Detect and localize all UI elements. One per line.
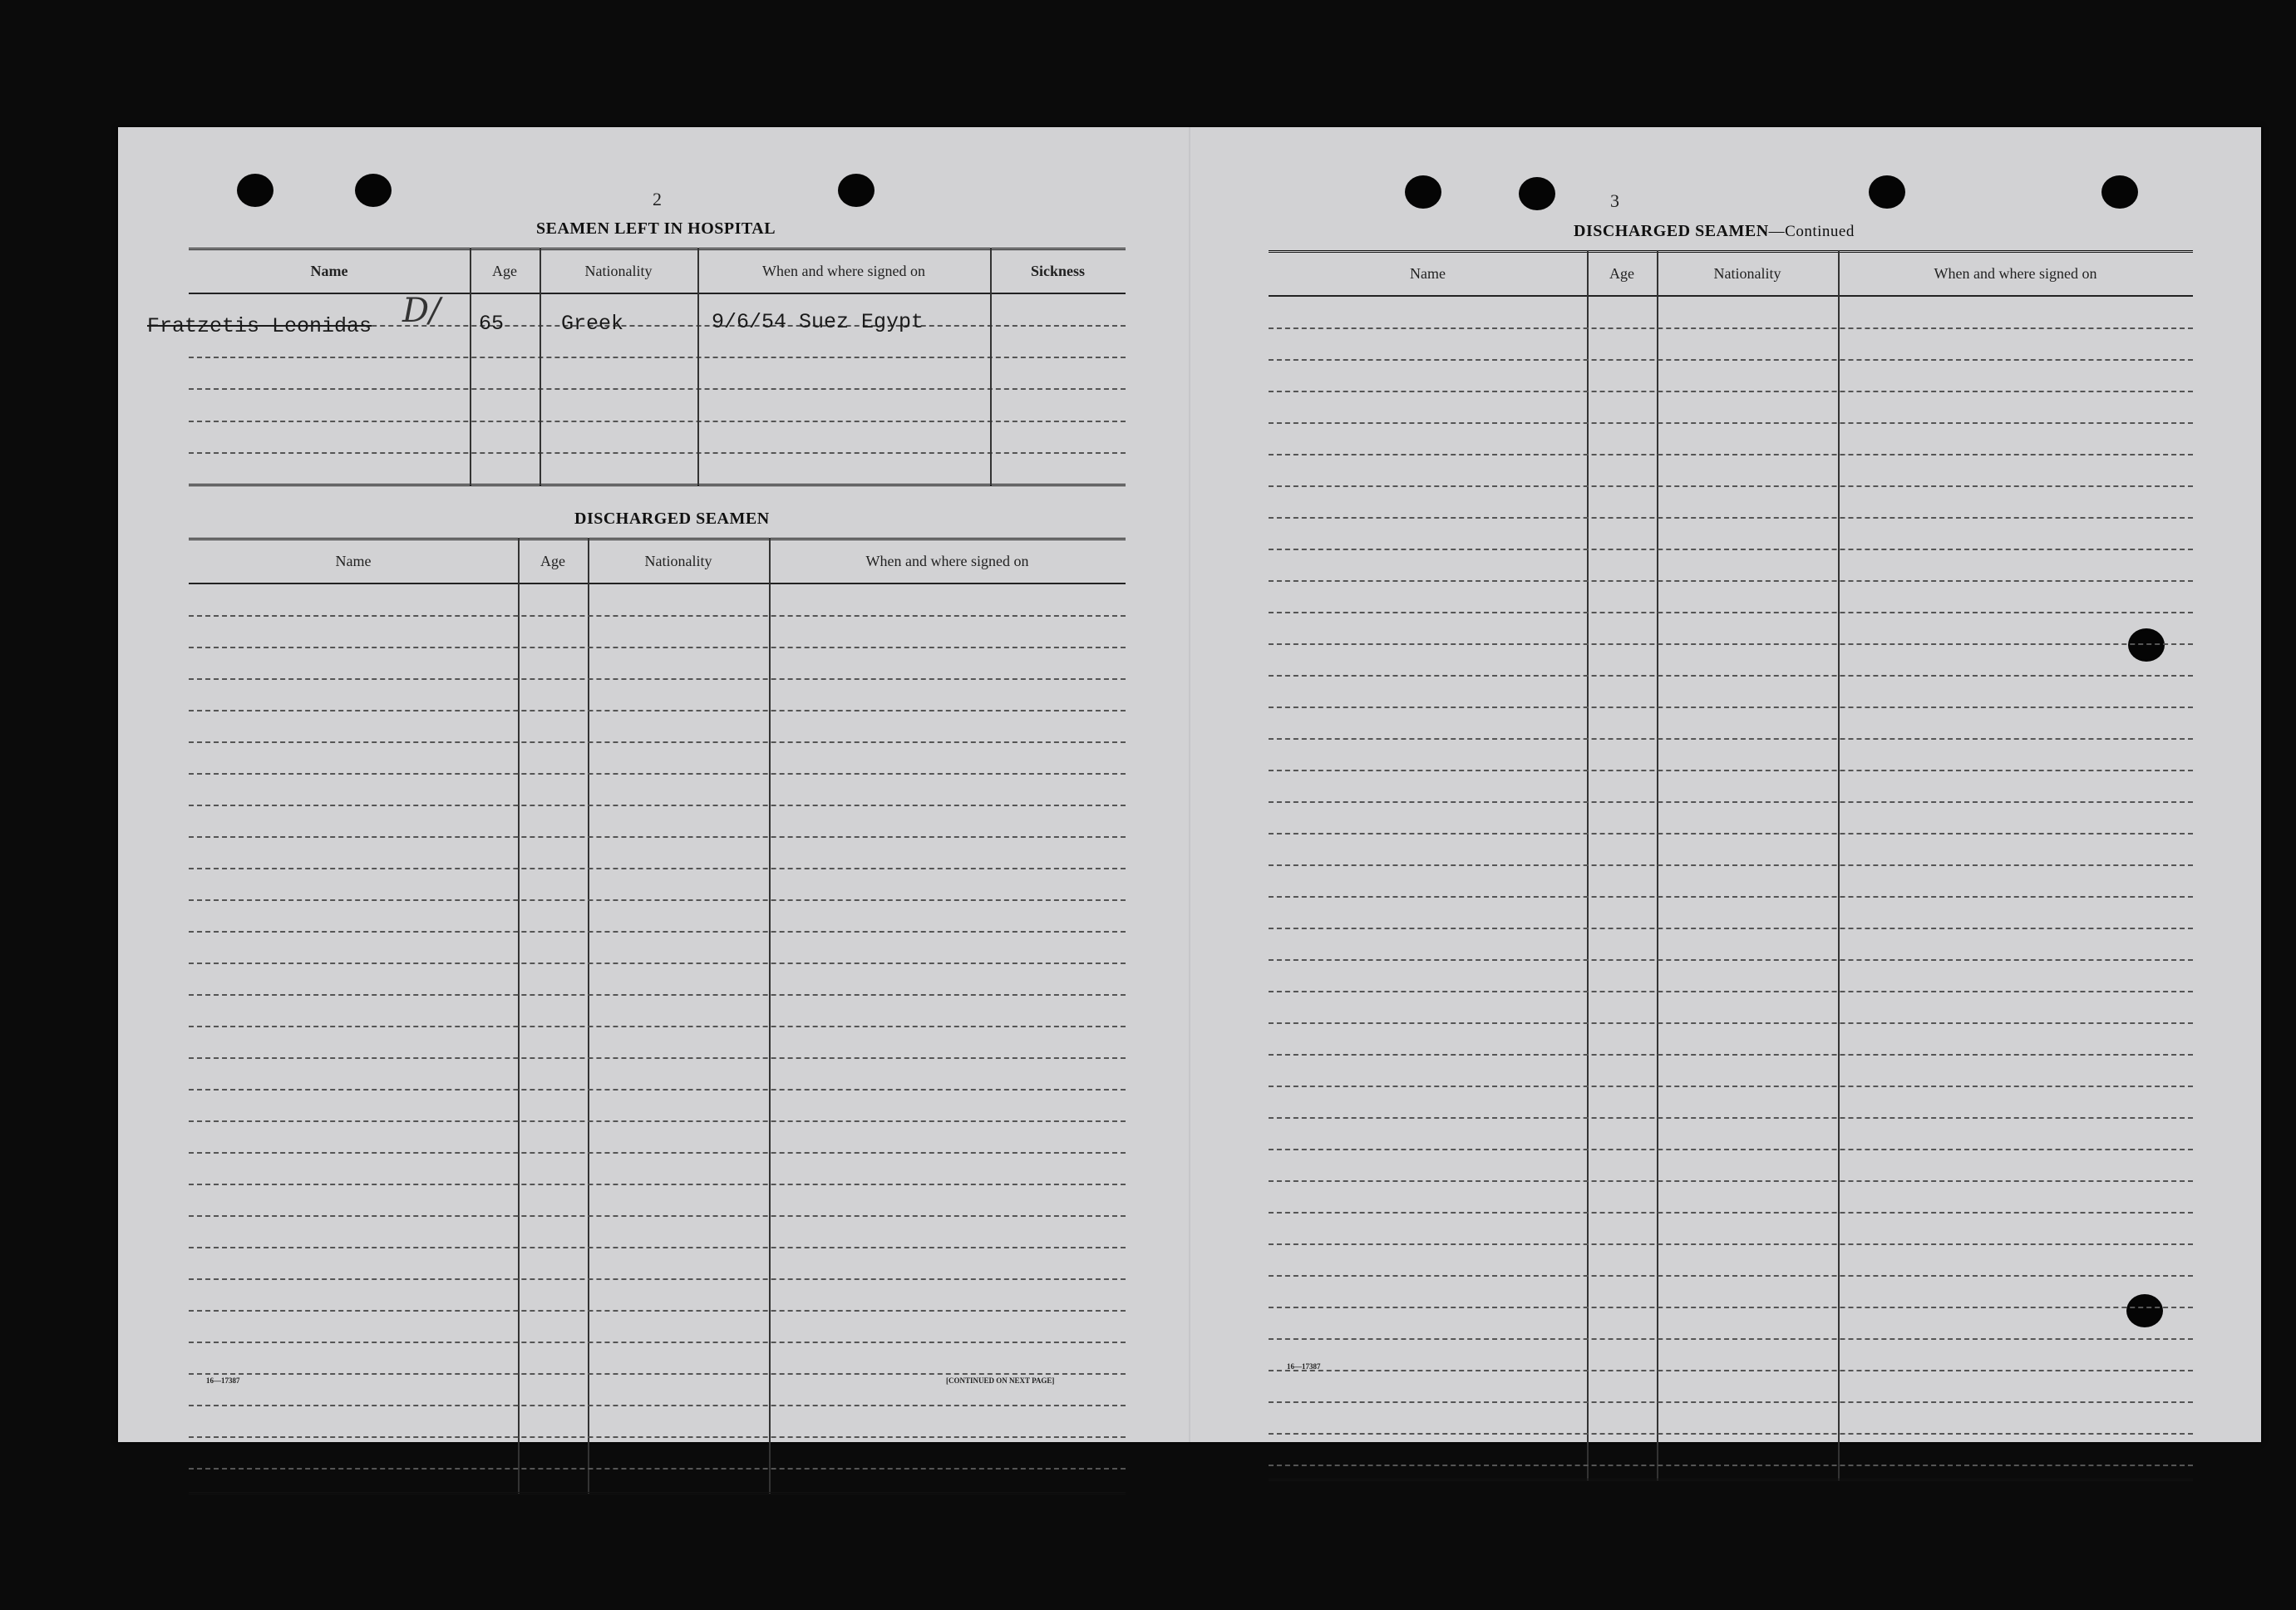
column-divider — [518, 538, 520, 1494]
row-line — [1269, 1212, 2193, 1214]
entry-name: Fratzetis Leonidas — [147, 314, 372, 338]
row-line — [189, 836, 1126, 838]
table-bottom-rule — [189, 1492, 1126, 1494]
row-line — [189, 1310, 1126, 1312]
punch-hole — [1519, 177, 1555, 210]
column-header-nationality: Nationality — [644, 553, 712, 569]
left-page — [118, 127, 1190, 1442]
column-header-nationality: Nationality — [1713, 265, 1781, 282]
column-divider — [990, 248, 992, 485]
row-line — [1269, 801, 2193, 803]
header-rule — [1269, 295, 2193, 297]
column-divider — [769, 538, 771, 1494]
row-line — [1269, 422, 2193, 424]
row-line — [189, 1026, 1126, 1027]
row-line — [189, 1342, 1126, 1343]
row-line — [1269, 612, 2193, 613]
row-line — [189, 994, 1126, 996]
continued-note: [CONTINUED ON NEXT PAGE] — [946, 1376, 1055, 1385]
row-line — [1269, 517, 2193, 519]
table-top-rule — [1269, 250, 2193, 253]
header-rule — [189, 583, 1126, 584]
hospital-section-title: SEAMEN LEFT IN HOSPITAL — [536, 219, 776, 238]
punch-hole — [237, 174, 273, 207]
title-main: DISCHARGED SEAMEN — [1574, 222, 1769, 240]
handwritten-mark: D/ — [402, 292, 441, 330]
title-suffix: —Continued — [1768, 223, 1855, 240]
row-line — [189, 805, 1126, 806]
row-line — [189, 741, 1126, 743]
table-header-row — [1269, 265, 2193, 283]
row-line — [189, 1184, 1126, 1185]
row-line — [1269, 738, 2193, 740]
row-line — [1269, 675, 2193, 677]
punch-hole — [1869, 175, 1905, 209]
row-line — [1269, 485, 2193, 487]
row-line — [1269, 1465, 2193, 1466]
row-line — [189, 963, 1126, 964]
row-line — [1269, 454, 2193, 455]
row-line — [1269, 643, 2193, 645]
discharged-section-title: DISCHARGED SEAMEN — [574, 510, 770, 528]
row-line — [189, 931, 1126, 933]
row-line — [1269, 833, 2193, 835]
row-line — [1269, 1054, 2193, 1056]
row-line — [189, 1120, 1126, 1122]
discharged-continued-title — [1574, 222, 1855, 241]
row-line — [1269, 1117, 2193, 1119]
column-header-age: Age — [492, 263, 517, 279]
row-line — [189, 773, 1126, 775]
row-line — [1269, 864, 2193, 866]
row-line — [189, 1278, 1126, 1280]
right-page — [1190, 127, 2261, 1442]
row-line — [189, 1373, 1126, 1375]
row-line — [1269, 1307, 2193, 1308]
page-number: 3 — [1610, 190, 1619, 211]
row-line — [189, 1152, 1126, 1154]
column-header-signed-on: When and where signed on — [762, 263, 925, 279]
row-line — [1269, 770, 2193, 771]
row-line — [1269, 391, 2193, 392]
entry-nationality: Greek — [561, 312, 624, 336]
row-line — [1269, 1370, 2193, 1371]
row-line — [1269, 1401, 2193, 1403]
row-line — [1269, 1243, 2193, 1245]
table-top-rule — [189, 538, 1126, 540]
punch-hole — [1405, 175, 1441, 209]
table-bottom-rule — [189, 484, 1126, 486]
row-line — [189, 1468, 1126, 1470]
row-line — [189, 1057, 1126, 1059]
row-line — [1269, 359, 2193, 361]
column-header-name: Name — [1410, 265, 1446, 282]
row-line — [1269, 1433, 2193, 1435]
row-line — [1269, 327, 2193, 329]
row-line — [189, 388, 1126, 390]
entry-signed-on: 9/6/54 Suez Egypt — [712, 310, 924, 334]
column-header-age: Age — [1609, 265, 1634, 282]
column-header-name: Name — [335, 553, 372, 569]
entry-age: 65 — [479, 312, 505, 336]
column-header-signed-on: When and where signed on — [1934, 265, 2097, 282]
punch-hole — [355, 174, 392, 207]
punch-hole — [838, 174, 875, 207]
row-line — [189, 1405, 1126, 1406]
row-line — [189, 1089, 1126, 1091]
row-line — [1269, 549, 2193, 550]
row-line — [1269, 1338, 2193, 1340]
row-line — [189, 452, 1126, 454]
row-line — [1269, 1275, 2193, 1277]
row-line — [1269, 959, 2193, 961]
row-line — [189, 868, 1126, 869]
table-top-rule — [189, 248, 1126, 250]
row-line — [1269, 896, 2193, 898]
column-divider — [540, 248, 541, 485]
form-number: 16—17387 — [206, 1376, 240, 1385]
row-line — [1269, 1180, 2193, 1182]
column-divider — [588, 538, 589, 1494]
discharged-continued-table — [1269, 250, 2193, 1489]
row-line — [189, 899, 1126, 901]
row-line — [1269, 707, 2193, 708]
row-line — [1269, 1086, 2193, 1087]
table-bottom-rule — [1269, 1479, 2193, 1481]
row-line — [1269, 580, 2193, 582]
table-header-row — [189, 263, 1126, 280]
row-line — [189, 1215, 1126, 1217]
column-divider — [470, 248, 471, 485]
row-line — [189, 710, 1126, 711]
column-header-nationality: Nationality — [584, 263, 653, 279]
document-sheet — [118, 127, 2261, 1442]
row-line — [189, 421, 1126, 422]
column-header-name: Name — [310, 263, 348, 279]
row-line — [1269, 1149, 2193, 1150]
row-line — [189, 615, 1126, 617]
column-header-age: Age — [540, 553, 565, 569]
discharged-table — [189, 538, 1126, 1502]
row-line — [189, 357, 1126, 358]
page-number: 2 — [653, 189, 662, 209]
header-rule — [189, 293, 1126, 294]
punch-hole — [2101, 175, 2138, 209]
row-line — [189, 678, 1126, 680]
row-line — [189, 1247, 1126, 1248]
row-line — [189, 647, 1126, 648]
column-divider — [697, 248, 699, 485]
column-header-signed-on: When and where signed on — [865, 553, 1029, 569]
row-line — [1269, 1022, 2193, 1024]
column-header-sickness: Sickness — [1030, 263, 1086, 279]
form-number: 16—17387 — [1287, 1362, 1321, 1371]
hospital-table — [189, 248, 1126, 490]
row-line — [1269, 991, 2193, 992]
row-line — [1269, 928, 2193, 929]
table-header-row — [189, 553, 1126, 570]
row-line — [189, 1436, 1126, 1438]
